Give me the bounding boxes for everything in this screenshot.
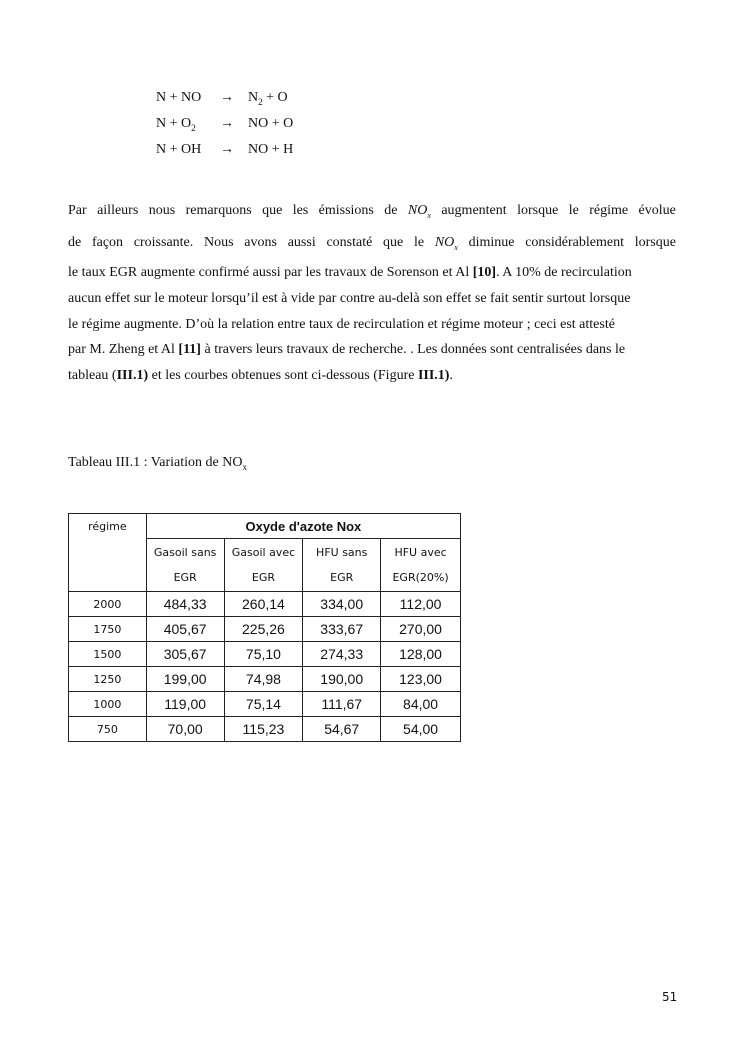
value-cell: 75,10 (224, 642, 303, 667)
equation-rhs: $N_2 + O$ (248, 90, 288, 107)
value-cell: 260,14 (224, 592, 303, 617)
value-cell: 333,67 (303, 617, 381, 642)
value-cell: 334,00 (303, 592, 381, 617)
value-cell: 70,00 (146, 717, 224, 742)
value-cell: 112,00 (381, 592, 461, 617)
paragraph-line-4: aucun effet sur le moteur lorsqu’il est à vide par contre au-delà son effet se fait sentir surtout lorsque (68, 291, 631, 306)
column-header: HFU avec EGR(20%) (381, 539, 461, 592)
column-header: Gasoil sans EGR (146, 539, 224, 592)
value-cell: 305,67 (146, 642, 224, 667)
regime-cell: 750 (69, 717, 147, 742)
value-cell: 54,67 (303, 717, 381, 742)
value-cell: 274,33 (303, 642, 381, 667)
paragraph-line-5: le régime augmente. D’où la relation entre taux de recirculation et régime moteur ; ceci est attesté (68, 317, 615, 332)
table-title: Oxyde d'azote Nox (146, 514, 460, 539)
page-number: 51 (662, 990, 678, 1004)
table-row (69, 667, 461, 692)
reaction-arrow: → (220, 116, 234, 131)
table-row (69, 692, 461, 717)
value-cell: 405,67 (146, 617, 224, 642)
value-cell: 74,98 (224, 667, 303, 692)
regime-cell: 2000 (69, 592, 147, 617)
paragraph-line-3: le taux EGR augmente confirmé aussi par les travaux de Sorenson et Al [10]. A 10% de recirculation (68, 265, 632, 280)
column-header: HFU sans EGR (303, 539, 381, 592)
paragraph-line-2: de façon croissante. Nous avons aussi constaté que le $NO_x$ diminue considérablement lorsque (68, 235, 676, 255)
table-row (69, 617, 461, 642)
value-cell: 115,23 (224, 717, 303, 742)
regime-cell: 1250 (69, 667, 147, 692)
nox-symbol: $NO_x$ (434, 235, 458, 252)
equation-rhs: NO + H (248, 142, 294, 157)
value-cell: 111,67 (303, 692, 381, 717)
table-row (69, 717, 461, 742)
value-cell: 225,26 (224, 617, 303, 642)
reaction-arrow: → (220, 90, 234, 105)
value-cell: 54,00 (381, 717, 461, 742)
regime-cell: 1750 (69, 617, 147, 642)
nox-table (68, 513, 461, 742)
reaction-arrow: → (220, 142, 234, 157)
value-cell: 84,00 (381, 692, 461, 717)
value-cell: 119,00 (146, 692, 224, 717)
column-header: Gasoil avec EGR (224, 539, 303, 592)
table-row (69, 642, 461, 667)
nox-symbol: $NO_x$ (407, 203, 431, 220)
value-cell: 270,00 (381, 617, 461, 642)
paragraph-line-1: Par ailleurs nous remarquons que les émissions de $NO_x$ augmentent lorsque le régime évolue (68, 203, 676, 223)
equation-rhs: NO + O (248, 116, 294, 131)
value-cell: 123,00 (381, 667, 461, 692)
value-cell: 128,00 (381, 642, 461, 667)
value-cell: 190,00 (303, 667, 381, 692)
equation-lhs: N + OH (156, 142, 202, 157)
paragraph-line-6: par M. Zheng et Al [11] à travers leurs travaux de recherche. . Les données sont centralisées dans le (68, 342, 626, 357)
regime-cell: 1500 (69, 642, 147, 667)
value-cell: 484,33 (146, 592, 224, 617)
equation-lhs: N + NO (156, 90, 202, 105)
value-cell: 75,14 (224, 692, 303, 717)
regime-header: régime (69, 514, 147, 592)
paragraph-line-7: tableau (III.1) et les courbes obtenues sont ci-dessous (Figure III.1). (68, 368, 453, 383)
table-caption: Tableau III.1 : Variation de $NO_x$ (68, 455, 247, 472)
value-cell: 199,00 (146, 667, 224, 692)
table-row (69, 592, 461, 617)
regime-cell: 1000 (69, 692, 147, 717)
equation-lhs: $N + O_2$ (156, 116, 196, 133)
